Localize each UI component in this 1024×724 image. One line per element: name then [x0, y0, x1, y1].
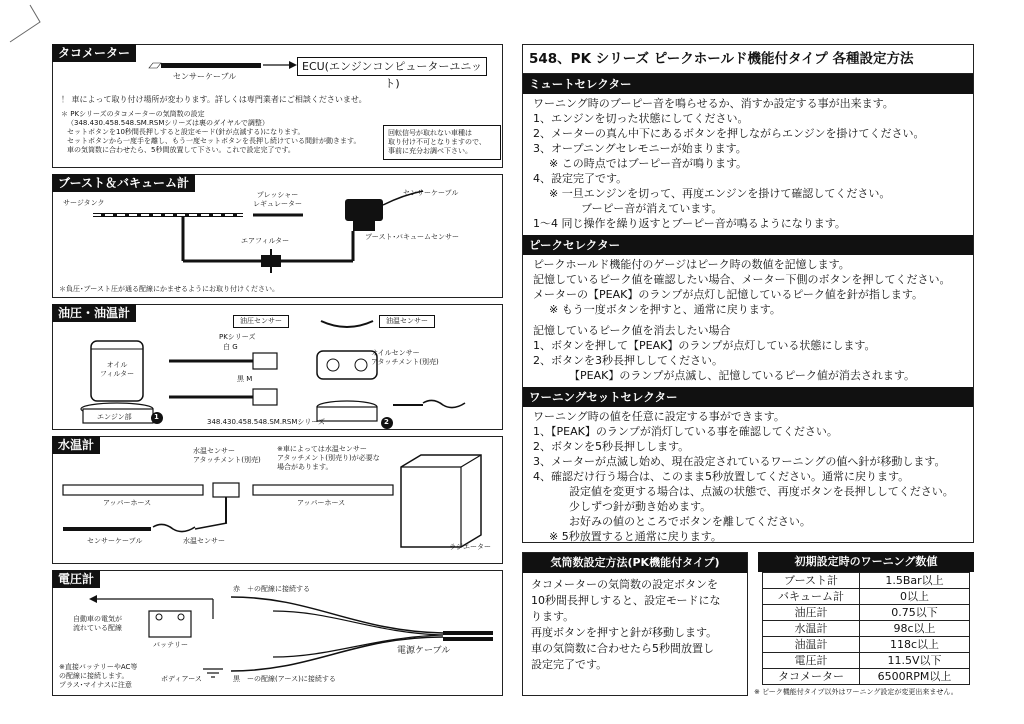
oil-filter-line: フィルター [99, 370, 135, 378]
ecu-box: ECU(エンジンコンピューターユニット) [297, 57, 487, 76]
gauge-name-cell: バキューム計 [763, 589, 860, 605]
boost-sensor-label: ブースト･バキュームセンサー [365, 233, 459, 241]
plus-wire-label: 赤 ＋の配線に接続する [233, 585, 310, 593]
attachment-line: アタッチメント(別売) [371, 358, 439, 366]
instruction-line: ※ もう一度ボタンを押すと、通常に戻ります。 [549, 303, 781, 316]
instruction-line: 4、確認だけ行う場合は、このまま5秒放置してください。通常に戻ります。 [533, 470, 910, 483]
box-note-line: 回転信号が取れない車種は [388, 129, 472, 137]
cyl-line: 車の気筒数に合わせたら5秒間放置し [531, 642, 714, 655]
water-note [277, 445, 380, 472]
engine-label: エンジン部 [97, 413, 132, 421]
settings-panel [522, 44, 974, 543]
regulator-line: レギュレーター [253, 200, 302, 208]
instruction-line: ※ 5秒放置すると通常に戻ります。 [549, 530, 722, 543]
gauge-name-cell: 水温計 [763, 621, 860, 637]
warning-value-cell: 0.75以下 [860, 605, 970, 621]
warning-row [763, 605, 970, 621]
number-two-badge: 2 [384, 418, 389, 426]
instruction-line: 記憶しているピーク値を消去したい場合 [533, 324, 731, 337]
gauge-name-cell: 油温計 [763, 637, 860, 653]
air-filter-label: エアフィルター [241, 237, 290, 245]
tacho-warning-note: ！ 車によって取り付け場所が変わります。詳しくは専門業者にご相談くださいませ。 [61, 95, 367, 104]
instruction-line: お好みの値のところでボタンを離してください。 [569, 515, 811, 528]
instruction-line: ピークホールド機能付のゲージはピーク時の数値を記憶します。 [533, 258, 850, 271]
pk-white-label: 白 G [223, 343, 238, 351]
cyl-line: 10秒間長押しすると、設定モードにな [531, 594, 721, 607]
instruction-line: 2、メーターの真ん中下にあるボタンを押しながらエンジンを掛けてください。 [533, 127, 925, 140]
car-current-line: 流れている配線 [73, 624, 122, 632]
cylinder-setting-body [523, 573, 747, 677]
settings-main-title: 548、PK シリーズ ピークホールド機能付タイプ 各種設定方法 [523, 45, 973, 74]
instruction-line: 1、エンジンを切った状態にしてください。 [533, 112, 749, 125]
instruction-line: 3、オープニングセレモニーが始まります。 [533, 142, 747, 155]
corner-mark [0, 0, 60, 60]
tacho-title: タコメーター [52, 44, 136, 62]
warning-row [763, 653, 970, 669]
oil-temp-sensor-label: 油温センサー [379, 315, 435, 328]
power-cable-label: 電源ケーブル [397, 646, 451, 656]
peak-selector-header: ピークセレクター [523, 235, 973, 255]
cyl-line: タコメーターの気筒数の設定ボタンを [531, 578, 718, 591]
instruction-line: メーターの【PEAK】のランプが点灯し記憶しているピーク値を針が指します。 [533, 288, 923, 301]
warning-selector-body [523, 407, 973, 548]
instruction-line: ※ 一旦エンジンを切って、再度エンジンを掛けて確認してください。 [549, 187, 891, 200]
warning-row [763, 573, 970, 589]
box-note-line: 事前に充分お調べ下さい。 [388, 147, 472, 155]
water-title: 水温計 [52, 436, 100, 454]
gauge-name-cell: 電圧計 [763, 653, 860, 669]
gauge-name-cell: ブースト計 [763, 573, 860, 589]
instruction-line: 設定値を変更する場合は、点滅の状態で、再度ボタンを長押ししてください。 [569, 485, 954, 498]
radiator-label: ラジエーター [449, 543, 491, 551]
water-note-line: アタッチメント(別売り)が必要な [277, 454, 380, 462]
oil-series-label: 348.430.458.548.SM.RSMシリーズ [207, 418, 326, 426]
tacho-note-line: 車の気筒数に合わせたら、5秒間放置して下さい。これで設定完了です。 [67, 146, 295, 154]
warning-row [763, 621, 970, 637]
warning-value-cell: 98c以上 [860, 621, 970, 637]
instruction-line: 2、ボタンを5秒長押しします。 [533, 440, 690, 453]
boost-panel [52, 174, 503, 298]
section-peak [523, 235, 973, 387]
tacho-note-line: セットボタンを10秒間長押しすると設定モード(針が点滅する)になります。 [67, 128, 305, 136]
instruction-line: 1、ボタンを押して【PEAK】のランプが点灯している状態にします。 [533, 339, 876, 352]
volt-note-line: ※直接バッテリーやAC等 [59, 663, 138, 671]
cyl-line: ります。 [531, 610, 575, 623]
pressure-regulator-label [253, 191, 302, 209]
tacho-note-line: ＊ PKシリーズのタコメーターの気筒数の設定 [61, 110, 205, 118]
volt-note [59, 663, 137, 690]
volt-note-line: プラス･マイナスに注意 [59, 681, 132, 689]
warning-selector-header: ワーニングセットセレクター [523, 387, 973, 407]
section-mute [523, 74, 973, 235]
tacho-note-line: セットボタンから一度手を離し、もう一度セットボタンを長押し続けている間針が動きます。 [67, 137, 361, 145]
oil-filter-label [99, 361, 135, 379]
instruction-line: 少しずつ針が動き始めます。 [569, 500, 712, 513]
oil-title: 油圧・油温計 [52, 304, 136, 322]
instruction-line: 【PEAK】のランプが点滅し、記憶しているピーク値が消去されます。 [569, 369, 915, 382]
regulator-line: プレッシャー [256, 191, 299, 199]
pk-series-label: PKシリーズ [219, 333, 256, 341]
warning-values-table [762, 572, 970, 685]
surge-tank-label: サージタンク [63, 199, 105, 207]
tacho-panel [52, 44, 503, 168]
upper-hose-right-label: アッパーホース [297, 499, 346, 507]
warning-row [763, 589, 970, 605]
warning-row [763, 669, 970, 685]
instruction-line: 2、ボタンを3秒長押ししてください。 [533, 354, 723, 367]
water-sensor-label: 水温センサー [183, 537, 225, 545]
cyl-line: 再度ボタンを押すと針が移動します。 [531, 626, 718, 639]
warning-value-cell: 1.5Bar以上 [860, 573, 970, 589]
boost-sensor-cable-label: センサーケーブル [403, 189, 459, 197]
cyl-line: 設定完了です。 [531, 658, 608, 671]
pk-black-label: 黒 M [237, 375, 253, 383]
water-panel [52, 436, 503, 564]
tacho-signal-note-box [383, 125, 501, 160]
water-sensor-cable-label: センサーケーブル [87, 537, 143, 545]
box-note-line: 取り付け不可となりますので、 [388, 138, 486, 146]
instruction-line: ブーピー音が消えています。 [581, 202, 723, 215]
warning-value-cell: 0以上 [860, 589, 970, 605]
water-note-line: 場合があります。 [277, 463, 333, 471]
cylinder-setting-panel [522, 552, 748, 696]
instruction-line: 1～4 同じ操作を繰り返すとブーピー音が鳴るようになります。 [533, 217, 846, 230]
mute-selector-header: ミュートセレクター [523, 74, 973, 94]
battery-label: バッテリー [153, 641, 188, 649]
tacho-cyl-notes [61, 110, 360, 155]
instruction-line: 3、メーターが点滅し始め、現在設定されているワーニングの値へ針が移動します。 [533, 455, 946, 468]
gauge-name-cell: 油圧計 [763, 605, 860, 621]
water-attachment-line: アタッチメント(別売) [193, 456, 261, 464]
minus-wire-label: 黒 ーの配線(アース)に接続する [233, 675, 336, 683]
warning-value-cell: 118c以上 [860, 637, 970, 653]
oil-attachment-label [371, 349, 439, 367]
volt-note-line: の配線に接続します。 [59, 672, 129, 680]
peak-selector-body [523, 255, 973, 387]
water-attachment-label [193, 447, 261, 465]
oil-pressure-sensor-label: 油圧センサー [233, 315, 289, 328]
instruction-line: ※ この時点ではブーピー音が鳴ります。 [549, 157, 748, 170]
volt-title: 電圧計 [52, 570, 100, 588]
car-current-line: 自動車の電気が [73, 615, 122, 623]
car-current-label [73, 615, 122, 633]
tacho-sensor-cable-label: センサーケーブル [173, 72, 237, 81]
warning-values-block [754, 552, 974, 697]
warning-values-note: ※ ピーク機能付タイプ以外はワーニング設定が変更出来ません。 [754, 688, 958, 696]
mute-selector-body [523, 94, 973, 235]
attachment-line: オイルセンサー [371, 349, 420, 357]
warning-row [763, 637, 970, 653]
instruction-line: 記憶しているピーク値を確認したい場合、メーター下側のボタンを押してください。 [533, 273, 951, 286]
oil-panel [52, 304, 503, 430]
boost-note: ＊負圧･ブースト圧が通る配線にかませるようにお取り付けください。 [59, 285, 279, 293]
cylinder-setting-header: 気筒数設定方法(PK機能付タイプ) [523, 553, 747, 573]
boost-title: ブースト＆バキューム計 [52, 174, 195, 192]
water-attachment-line: 水温センサー [193, 447, 235, 455]
instruction-line: ワーニング時のブーピー音を鳴らせるか、消すか設定する事が出来ます。 [533, 97, 894, 110]
warning-value-cell: 6500RPM以上 [860, 669, 970, 685]
instruction-line: 4、設定完了です。 [533, 172, 628, 185]
volt-panel [52, 570, 503, 696]
tacho-note-line: （348.430.458.548.SM.RSMシリーズは裏のダイヤルで調整） [67, 119, 269, 127]
oil-filter-line: オイル [106, 361, 128, 369]
upper-hose-left-label: アッパーホース [103, 499, 152, 507]
water-note-line: ※車によっては水温センサー [277, 445, 367, 453]
warning-values-header: 初期設定時のワーニング数値 [758, 552, 974, 572]
number-one-badge: 1 [154, 413, 159, 421]
instruction-line: ワーニング時の値を任意に設定する事ができます。 [533, 410, 785, 423]
section-warning [523, 387, 973, 548]
gauge-name-cell: タコメーター [763, 669, 860, 685]
instruction-line: 1、【PEAK】のランプが消灯している事を確認してください。 [533, 425, 838, 438]
body-earth-label: ボディアース [161, 675, 202, 683]
warning-value-cell: 11.5V以下 [860, 653, 970, 669]
